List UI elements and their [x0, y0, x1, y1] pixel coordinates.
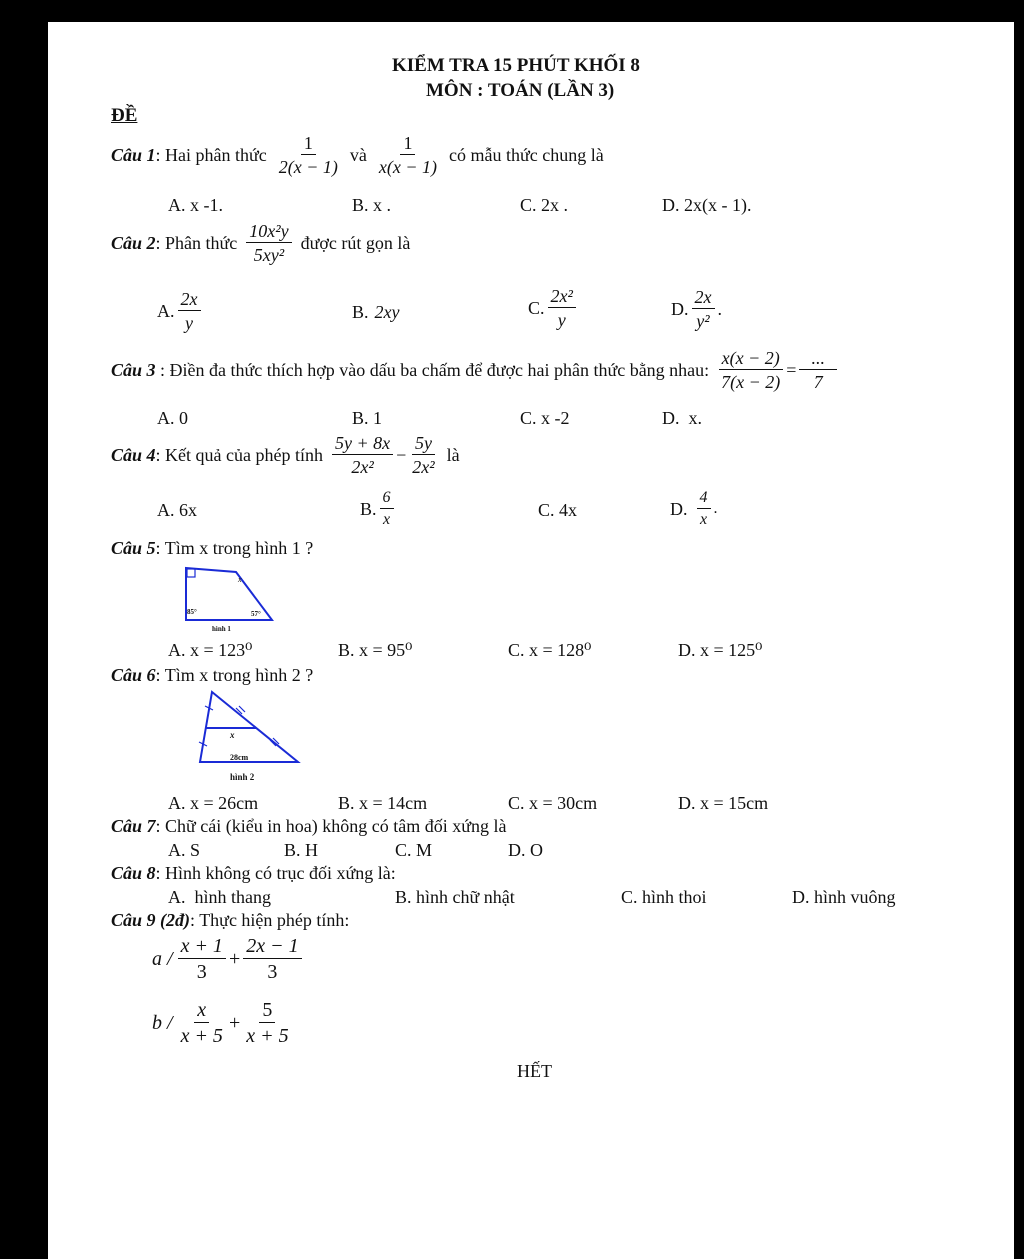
option-c[interactable]: C. 2x . — [520, 195, 569, 215]
option-d[interactable] — [670, 490, 718, 528]
option-c[interactable]: C. hình thoi — [621, 887, 707, 907]
fraction-numerator: 1 — [400, 134, 415, 155]
option-punct: . — [717, 299, 722, 319]
option-a[interactable]: A. 6x — [157, 500, 197, 520]
question-3 — [111, 349, 840, 391]
option-a[interactable]: A. x = 26cm — [168, 793, 259, 813]
fraction-numerator: x(x − 2) — [719, 349, 783, 370]
fraction-numerator: 2x² — [548, 287, 576, 308]
plus-sign: + — [228, 1012, 241, 1034]
question-6 — [111, 666, 313, 684]
question-text: : Điền đa thức thích hợp vào dấu ba chấm để được hai phân thức bằng nhau: — [155, 360, 710, 380]
fraction — [799, 349, 837, 391]
option-letter: D. — [671, 299, 689, 319]
fraction-numerator: 1 — [301, 134, 316, 155]
question-label: Câu 8 — [111, 863, 156, 883]
fraction — [692, 288, 715, 330]
fraction — [718, 349, 783, 391]
fraction-denominator: x — [382, 511, 391, 528]
figure-var-label: x — [230, 730, 235, 740]
end-marker: HẾT — [517, 1061, 552, 1081]
question-text: : Thực hiện phép tính: — [190, 910, 350, 930]
question-label: Câu 2 — [111, 233, 156, 253]
option-c[interactable]: C. 4x — [538, 500, 578, 520]
minus-sign: − — [396, 445, 407, 465]
fraction — [332, 434, 393, 476]
fraction — [178, 1000, 226, 1046]
option-d[interactable]: D. x = 15cm — [678, 793, 769, 813]
option-d[interactable]: D. 2x(x - 1). — [662, 195, 752, 215]
fraction-denominator: 3 — [267, 961, 278, 983]
figure-caption: hình 1 — [212, 625, 231, 633]
question-label: Câu 4 — [111, 445, 156, 465]
fraction-denominator: 2x² — [351, 457, 374, 477]
fraction — [243, 1000, 291, 1046]
figure-1-trapezoid — [178, 562, 278, 634]
question-text: : Tìm x trong hình 2 ? — [155, 665, 314, 685]
angle-label: 57° — [251, 610, 261, 618]
expression-prefix: a / — [152, 948, 173, 970]
question-text: : Chữ cái (kiểu in hoa) không có tâm đối xứng là — [155, 816, 507, 836]
option-punct: . — [713, 500, 718, 517]
fraction — [409, 434, 437, 476]
option-d[interactable]: D. x = 125⁰ — [678, 640, 763, 660]
expression-prefix: b / — [152, 1012, 173, 1034]
fraction-numerator: x — [194, 1000, 209, 1023]
option-d[interactable] — [671, 288, 722, 330]
question-text: : Tìm x trong hình 1 ? — [155, 538, 314, 558]
option-a[interactable] — [157, 290, 204, 332]
option-c[interactable]: C. M — [395, 840, 433, 860]
option-d[interactable]: D. x. — [662, 408, 702, 428]
conjunction: và — [349, 145, 367, 165]
fraction-numerator: 5y — [412, 434, 435, 455]
base-length-label: 28cm — [230, 753, 249, 762]
fraction-denominator: 7 — [813, 372, 823, 392]
fraction-numerator: 6 — [380, 490, 394, 509]
fraction-numerator: 5 — [259, 1000, 275, 1023]
fraction-numerator: 10x²y — [246, 222, 291, 243]
option-c[interactable]: C. x = 128⁰ — [508, 640, 592, 660]
option-a[interactable]: A. x = 123⁰ — [168, 640, 253, 660]
question-text: được rút gọn là — [300, 233, 411, 253]
question-text: : Hình không có trục đối xứng là: — [155, 863, 396, 883]
equals-sign: = — [786, 360, 797, 380]
question-text: : Hai phân thức — [155, 145, 267, 165]
question-label: Câu 5 — [111, 538, 156, 558]
option-a[interactable]: A. S — [168, 840, 201, 860]
fraction — [178, 290, 201, 332]
question-label: Câu 9 (2đ) — [111, 910, 191, 930]
plus-sign: + — [228, 948, 241, 970]
fraction-denominator: 2x² — [412, 457, 435, 477]
option-letter: D. — [670, 499, 688, 519]
fraction — [376, 134, 440, 176]
angle-label: 85° — [187, 608, 197, 616]
fraction-denominator: x + 5 — [180, 1025, 223, 1047]
option-a[interactable]: A. hình thang — [168, 887, 271, 907]
expression-a — [152, 936, 305, 982]
fraction-numerator: 2x − 1 — [243, 936, 301, 959]
fraction-numerator: 2x — [692, 288, 715, 309]
fraction — [697, 490, 711, 528]
option-c[interactable]: C. x -2 — [520, 408, 570, 428]
fraction-numerator: 5y + 8x — [332, 434, 393, 455]
option-d[interactable]: D. hình vuông — [792, 887, 896, 907]
option-b[interactable]: B. x = 14cm — [338, 793, 428, 813]
right-angle-mark — [187, 569, 195, 577]
option-c[interactable]: C. x = 30cm — [508, 793, 598, 813]
option-letter: B. — [360, 499, 377, 519]
option-b[interactable]: B. x . — [352, 195, 392, 215]
section-label: ĐỀ — [111, 105, 138, 126]
question-text: : Kết quả của phép tính — [155, 445, 323, 465]
question-label: Câu 6 — [111, 665, 156, 685]
fraction-denominator: 3 — [196, 961, 207, 983]
option-b[interactable]: B. hình chữ nhật — [395, 887, 515, 907]
question-2 — [111, 222, 410, 264]
fraction-denominator: y — [557, 310, 566, 330]
fraction-denominator: 5xy² — [253, 245, 285, 265]
question-label: Câu 7 — [111, 816, 156, 836]
expression-b — [152, 1000, 295, 1046]
fraction-denominator: x — [699, 511, 708, 528]
option-b[interactable] — [352, 303, 400, 321]
question-label: Câu 3 — [111, 360, 156, 380]
question-7 — [111, 817, 506, 835]
fraction-denominator: y² — [696, 311, 710, 331]
question-1 — [111, 134, 604, 176]
fraction — [276, 134, 341, 176]
fraction-numerator: 4 — [697, 490, 711, 509]
exam-title: KIỂM TRA 15 PHÚT KHỐI 8 — [392, 55, 640, 76]
question-5 — [111, 539, 313, 557]
question-text: có mẫu thức chung là — [449, 145, 604, 165]
fraction-denominator: 7(x − 2) — [721, 372, 781, 392]
question-text: là — [446, 445, 460, 465]
option-letter: C. — [528, 298, 545, 318]
question-text: : Phân thức — [155, 233, 238, 253]
fraction — [243, 936, 301, 982]
fraction-numerator: ... — [799, 349, 837, 370]
figure-caption: hình 2 — [230, 772, 255, 782]
option-c[interactable] — [528, 287, 579, 329]
fraction-denominator: y — [185, 313, 193, 333]
fraction-denominator: x(x − 1) — [378, 157, 438, 177]
fraction-denominator: x + 5 — [246, 1025, 289, 1047]
option-value: 2xy — [374, 302, 400, 322]
fraction — [178, 936, 226, 982]
option-letter: A. — [157, 301, 175, 321]
option-b[interactable]: B. x = 95⁰ — [338, 640, 413, 660]
fraction — [548, 287, 576, 329]
option-letter: B. — [352, 302, 369, 322]
exam-subtitle: MÔN : TOÁN (LẦN 3) — [426, 80, 615, 101]
question-label: Câu 1 — [111, 145, 156, 165]
option-b[interactable] — [360, 490, 397, 528]
fraction-numerator: x + 1 — [178, 936, 226, 959]
option-a[interactable]: A. 0 — [157, 408, 188, 428]
option-d[interactable]: D. O — [508, 840, 543, 860]
option-b[interactable]: B. 1 — [352, 408, 383, 428]
fraction — [246, 222, 291, 264]
figure-2-triangle — [190, 688, 306, 784]
option-a[interactable]: A. x -1. — [168, 195, 223, 215]
option-b[interactable]: B. H — [284, 840, 319, 860]
fraction-numerator: 2x — [178, 290, 201, 311]
figure-var-label: x — [238, 575, 242, 584]
question-9 — [111, 911, 349, 929]
fraction — [380, 490, 394, 528]
fraction-denominator: 2(x − 1) — [278, 157, 338, 177]
question-8 — [111, 864, 396, 882]
question-4 — [111, 434, 460, 476]
